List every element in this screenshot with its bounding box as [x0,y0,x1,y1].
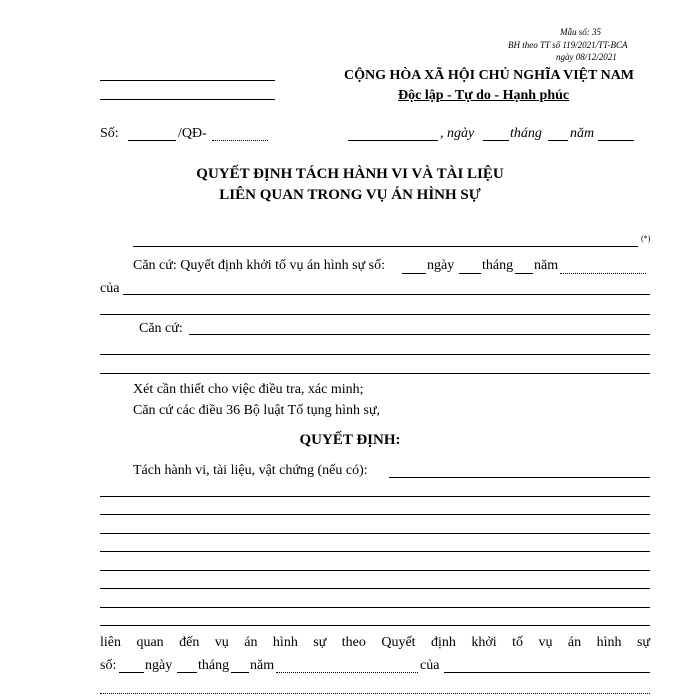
place-field[interactable] [348,140,438,141]
separate-line-3[interactable] [100,514,650,515]
separate-field[interactable] [389,477,650,478]
basis1-day-label: ngày [427,258,455,273]
basis1-day-field[interactable] [459,273,481,274]
year-field[interactable] [598,140,634,141]
footnote-mark: (*) [641,234,651,243]
title-line-1: QUYẾT ĐỊNH TÁCH HÀNH VI VÀ TÀI LIỆU [196,166,504,182]
title-line-2: LIÊN QUAN TRONG VỤ ÁN HÌNH SỰ [219,187,481,203]
form-number: Mẫu số: 35 [560,27,601,37]
separate-line-2[interactable] [100,496,650,497]
issuer-field[interactable] [133,246,638,247]
decision-heading: QUYẾT ĐỊNH: [299,432,401,448]
month-label: tháng [510,126,542,141]
national-motto: Độc lập - Tự do - Hạnh phúc [398,88,570,103]
month-field[interactable] [548,140,568,141]
basis1-year-label: năm [534,258,559,273]
agency-name-line-1[interactable] [100,80,275,81]
separate-line-5[interactable] [100,551,650,552]
separate-line-9[interactable] [100,625,650,626]
last-of-label: của [420,658,440,673]
separate-line-6[interactable] [100,570,650,571]
final-dotted-line[interactable] [100,693,650,694]
last-number-label: số: [100,658,117,673]
last-month-field[interactable] [231,672,249,673]
last-year-label: năm [250,658,275,673]
last-number-field[interactable] [119,672,144,673]
decision-code-label: /QĐ- [178,126,207,141]
basis1-label: Căn cứ: Quyết định khởi tố vụ án hình sự số: [133,258,386,273]
basis1-year-field[interactable] [560,273,646,274]
basis1-month-label: tháng [482,258,514,273]
last-month-label: tháng [198,658,230,673]
agency-name-line-2[interactable] [100,99,275,100]
basis1-month-field[interactable] [515,273,533,274]
consider-text: Xét cần thiết cho việc điều tra, xác minh; [133,382,364,397]
separate-line-7[interactable] [100,588,650,589]
separate-line-4[interactable] [100,533,650,534]
last-year-field[interactable] [276,672,418,673]
basis1-extra-line[interactable] [100,314,650,315]
year-label: năm [570,126,595,141]
form-issued-date: ngày 08/12/2021 [556,52,617,62]
law-basis-text: Căn cứ các điều 36 Bộ luật Tố tụng hình sự, [133,403,381,418]
day-label: , ngày [440,126,475,141]
basis1-of-field[interactable] [123,294,650,295]
last-day-field[interactable] [177,672,197,673]
basis2-field[interactable] [189,334,650,335]
last-of-field[interactable] [444,672,650,673]
related-text: liên quan đến vụ án hình sự theo Quyết định khởi tố vụ án hình sự [100,635,650,650]
basis1-number-field[interactable] [402,273,426,274]
separate-label: Tách hành vi, tài liệu, vật chứng (nếu có): [133,463,368,478]
number-label: Số: [100,126,119,141]
day-field[interactable] [483,140,509,141]
country-name: CỘNG HÒA XÃ HỘI CHỦ NGHĨA VIỆT NAM [344,68,635,83]
last-day-label: ngày [145,658,173,673]
basis2-line-2[interactable] [100,354,650,355]
form-issued-by: BH theo TT số 119/2021/TT-BCA [508,40,628,50]
decision-code-field[interactable] [212,140,268,141]
basis2-line-3[interactable] [100,373,650,374]
separate-line-8[interactable] [100,607,650,608]
number-field[interactable] [128,140,176,141]
basis2-label: Căn cứ: [139,321,183,336]
of-label: của [100,281,120,296]
